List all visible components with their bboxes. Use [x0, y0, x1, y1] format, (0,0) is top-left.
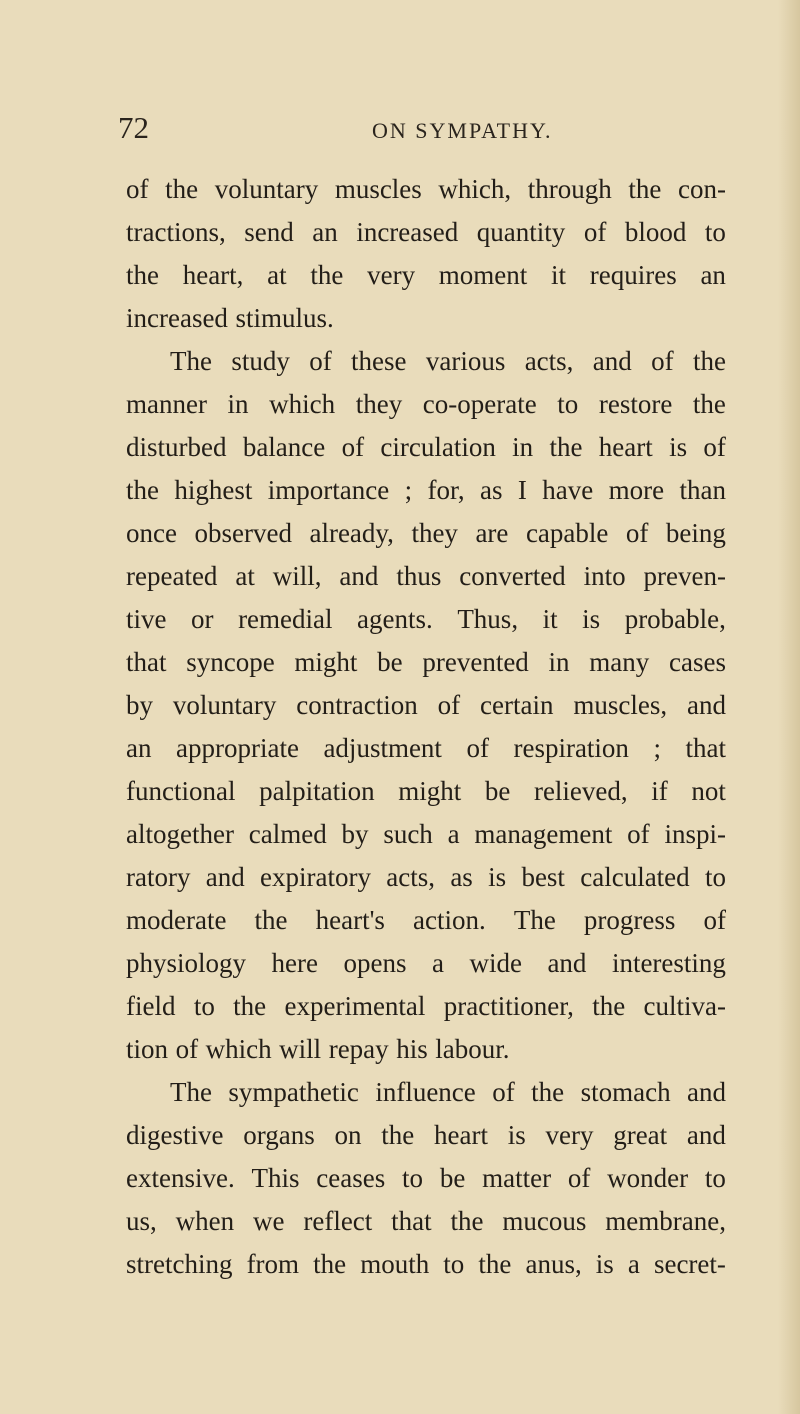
word: they [355, 389, 403, 419]
word: of [466, 733, 489, 763]
word: circulation [380, 432, 496, 462]
word: more [608, 475, 665, 505]
word: as [450, 862, 473, 892]
word: Thus, [457, 604, 519, 634]
word: acts, [386, 862, 436, 892]
text-line [126, 340, 726, 383]
word: to [704, 862, 726, 892]
word: muscles, [573, 690, 668, 720]
word: being [665, 518, 726, 548]
word: of [703, 432, 726, 462]
word: on [334, 1120, 362, 1150]
word: remedial [238, 604, 333, 634]
word: extensive. [126, 1163, 235, 1193]
word: manner [126, 389, 207, 419]
word: in [227, 389, 249, 419]
word: experimental [284, 991, 426, 1021]
word: his [396, 1034, 428, 1064]
word: functional [126, 776, 236, 806]
word: is [488, 862, 507, 892]
word: it [542, 604, 558, 634]
word: increased [126, 303, 228, 333]
word: mouth [360, 1249, 430, 1279]
word: as [480, 475, 503, 505]
text-line [126, 856, 726, 899]
text-line [126, 426, 726, 469]
word: con- [677, 174, 726, 204]
word: here [271, 948, 318, 978]
word: they [411, 518, 458, 548]
word: of [175, 1034, 199, 1064]
word: wonder [607, 1163, 689, 1193]
word: at [267, 260, 287, 290]
word: adjustment [323, 733, 442, 763]
word: ratory [126, 862, 191, 892]
word: influence [375, 1077, 476, 1107]
word: matter [482, 1163, 552, 1193]
word: such [383, 819, 433, 849]
word: mucous [502, 1206, 587, 1236]
word: balance [242, 432, 326, 462]
word: to [402, 1163, 424, 1193]
word: the [165, 174, 199, 204]
word: opens [343, 948, 407, 978]
word: expiratory [260, 862, 371, 892]
word: the [478, 1249, 512, 1279]
word: stretching [126, 1249, 233, 1279]
word: reflect [303, 1206, 373, 1236]
word: ceases [316, 1163, 386, 1193]
word: acts, [524, 346, 574, 376]
word: of [309, 346, 332, 376]
word: an [700, 260, 726, 290]
word: certain [480, 690, 554, 720]
word: send [244, 217, 294, 247]
text-line [126, 211, 726, 254]
text-line [126, 1071, 726, 1114]
word: be [484, 776, 511, 806]
word: than [679, 475, 726, 505]
page-number: 72 [118, 110, 149, 145]
word: to [443, 1249, 465, 1279]
text-line [126, 168, 726, 211]
word: have [542, 475, 594, 505]
word: repay [328, 1034, 389, 1064]
word: very [367, 260, 416, 290]
word: respiration [513, 733, 629, 763]
word: the [692, 389, 726, 419]
word: contraction [296, 690, 418, 720]
word: are [475, 518, 509, 548]
word: and [686, 1120, 726, 1150]
word: be [439, 1163, 466, 1193]
word: This [251, 1163, 300, 1193]
word: the [592, 991, 626, 1021]
page-edge-shadow [778, 0, 800, 1414]
word: stomach [580, 1077, 671, 1107]
word: I [517, 475, 527, 505]
word: it [551, 260, 567, 290]
word: co-operate [422, 389, 537, 419]
word: calculated [580, 862, 690, 892]
word: progress [583, 905, 676, 935]
word: cultiva- [643, 991, 726, 1021]
word: is [582, 604, 601, 634]
word: heart [433, 1120, 488, 1150]
word: very [545, 1120, 594, 1150]
word: a [627, 1249, 640, 1279]
word: ; [653, 733, 661, 763]
word: capable [525, 518, 609, 548]
word: syncope [186, 647, 275, 677]
text-line [126, 1243, 726, 1286]
text-line [126, 297, 726, 340]
word: to [704, 217, 726, 247]
word: increased [356, 217, 459, 247]
text-line [126, 942, 726, 985]
word: the [549, 432, 583, 462]
word: that [685, 733, 726, 763]
word: practitioner, [443, 991, 574, 1021]
text-line [126, 1157, 726, 1200]
word: the [628, 174, 662, 204]
word: best [521, 862, 565, 892]
word: calmed [248, 819, 327, 849]
word: and [205, 862, 245, 892]
word: the [126, 475, 159, 505]
word: of [703, 905, 726, 935]
word: stimulus. [235, 303, 334, 333]
word: we [253, 1206, 285, 1236]
word: restore [598, 389, 673, 419]
word: the [233, 991, 267, 1021]
word: sympathetic [228, 1077, 359, 1107]
text-line [126, 1028, 726, 1071]
text-line [126, 899, 726, 942]
word: an [312, 217, 338, 247]
word: the [310, 260, 344, 290]
word: the [126, 260, 159, 290]
word: of [627, 819, 650, 849]
word: The [170, 1077, 212, 1107]
word: in [512, 432, 534, 462]
word: membrane, [605, 1206, 726, 1236]
word: which [269, 389, 336, 419]
word: study [231, 346, 290, 376]
text-line [126, 1200, 726, 1243]
word: voluntary [214, 174, 319, 204]
word: action. [413, 905, 486, 935]
word: a [447, 819, 460, 849]
word: inspi- [664, 819, 726, 849]
word: observed [194, 518, 292, 548]
word: in [548, 647, 570, 677]
word: the [254, 905, 288, 935]
word: the [531, 1077, 565, 1107]
word: the [381, 1120, 415, 1150]
word: preven- [643, 561, 726, 591]
word: of [625, 518, 649, 548]
word: heart [598, 432, 653, 462]
word: of [651, 346, 674, 376]
word: voluntary [172, 690, 277, 720]
word: to [557, 389, 579, 419]
word: relieved, [533, 776, 628, 806]
word: to [193, 991, 215, 1021]
running-title: ON SYMPATHY. [372, 118, 553, 143]
word: by [126, 690, 153, 720]
word: converted [459, 561, 566, 591]
word: that [391, 1206, 432, 1236]
word: the [313, 1249, 347, 1279]
word: appropriate [176, 733, 299, 763]
word: will, [272, 561, 322, 591]
word: organs [243, 1120, 315, 1150]
word: is [595, 1249, 614, 1279]
word: might [294, 647, 358, 677]
word: the [692, 346, 726, 376]
word: an [126, 733, 152, 763]
text-line [126, 469, 726, 512]
word: and [547, 948, 587, 978]
text-line [126, 383, 726, 426]
word: might [398, 776, 462, 806]
word: The [513, 905, 556, 935]
word: once [126, 518, 177, 548]
text-line [126, 1114, 726, 1157]
word: at [235, 561, 255, 591]
word: great [613, 1120, 668, 1150]
word: disturbed [126, 432, 227, 462]
word: prevented [422, 647, 529, 677]
word: not [691, 776, 726, 806]
word: to [704, 1163, 726, 1193]
word: already, [309, 518, 394, 548]
word: anus, [525, 1249, 582, 1279]
word: requires [589, 260, 677, 290]
word: from [246, 1249, 300, 1279]
word: interesting [611, 948, 726, 978]
word: digestive [126, 1120, 224, 1150]
word: management [474, 819, 613, 849]
word: us, [126, 1206, 157, 1236]
word: a [431, 948, 444, 978]
text-line [126, 985, 726, 1028]
word: through [527, 174, 612, 204]
word: that [126, 647, 167, 677]
word: cases [668, 647, 726, 677]
word: of [492, 1077, 515, 1107]
body-text [126, 168, 726, 1286]
word: and [339, 561, 379, 591]
word: many [589, 647, 650, 677]
text-line [126, 254, 726, 297]
text-line [126, 555, 726, 598]
word: and [686, 690, 726, 720]
word: various [425, 346, 506, 376]
word: tractions, [126, 217, 226, 247]
word: and [687, 1077, 726, 1107]
word: heart, [182, 260, 244, 290]
word: moment [438, 260, 528, 290]
word: tion [126, 1034, 169, 1064]
word: which [205, 1034, 272, 1064]
word: of [567, 1163, 591, 1193]
word: into [583, 561, 626, 591]
word: or [191, 604, 214, 634]
word: palpitation [259, 776, 375, 806]
word: of [126, 174, 149, 204]
word: by [341, 819, 369, 849]
word: muscles [334, 174, 422, 204]
word: labour. [435, 1034, 510, 1064]
word: ; [404, 475, 413, 505]
word: is [669, 432, 688, 462]
word: these [351, 346, 407, 376]
text-line [126, 727, 726, 770]
word: which, [438, 174, 512, 204]
word: for, [427, 475, 465, 505]
word: agents. [357, 604, 433, 634]
word: is [507, 1120, 526, 1150]
word: will [279, 1034, 322, 1064]
text-line [126, 684, 726, 727]
word: The [170, 346, 212, 376]
word: physiology [126, 948, 247, 978]
word: the [450, 1206, 484, 1236]
text-line [126, 641, 726, 684]
word: of [437, 690, 461, 720]
word: quantity [476, 217, 566, 247]
word: if [651, 776, 668, 806]
text-line [126, 598, 726, 641]
word: highest [174, 475, 253, 505]
word: blood [624, 217, 687, 247]
word: secret- [653, 1249, 726, 1279]
word: heart's [315, 905, 385, 935]
word: moderate [126, 905, 227, 935]
word: of [583, 217, 607, 247]
word: be [377, 647, 403, 677]
word: tive [126, 604, 167, 634]
word: importance [267, 475, 390, 505]
word: when [175, 1206, 235, 1236]
word: probable, [624, 604, 726, 634]
text-line [126, 813, 726, 856]
text-line [126, 770, 726, 813]
word: of [341, 432, 365, 462]
text-line [126, 512, 726, 555]
word: repeated [126, 561, 218, 591]
word: and [592, 346, 632, 376]
word: wide [469, 948, 522, 978]
word: thus [396, 561, 442, 591]
word: field [126, 991, 176, 1021]
word: altogether [126, 819, 234, 849]
